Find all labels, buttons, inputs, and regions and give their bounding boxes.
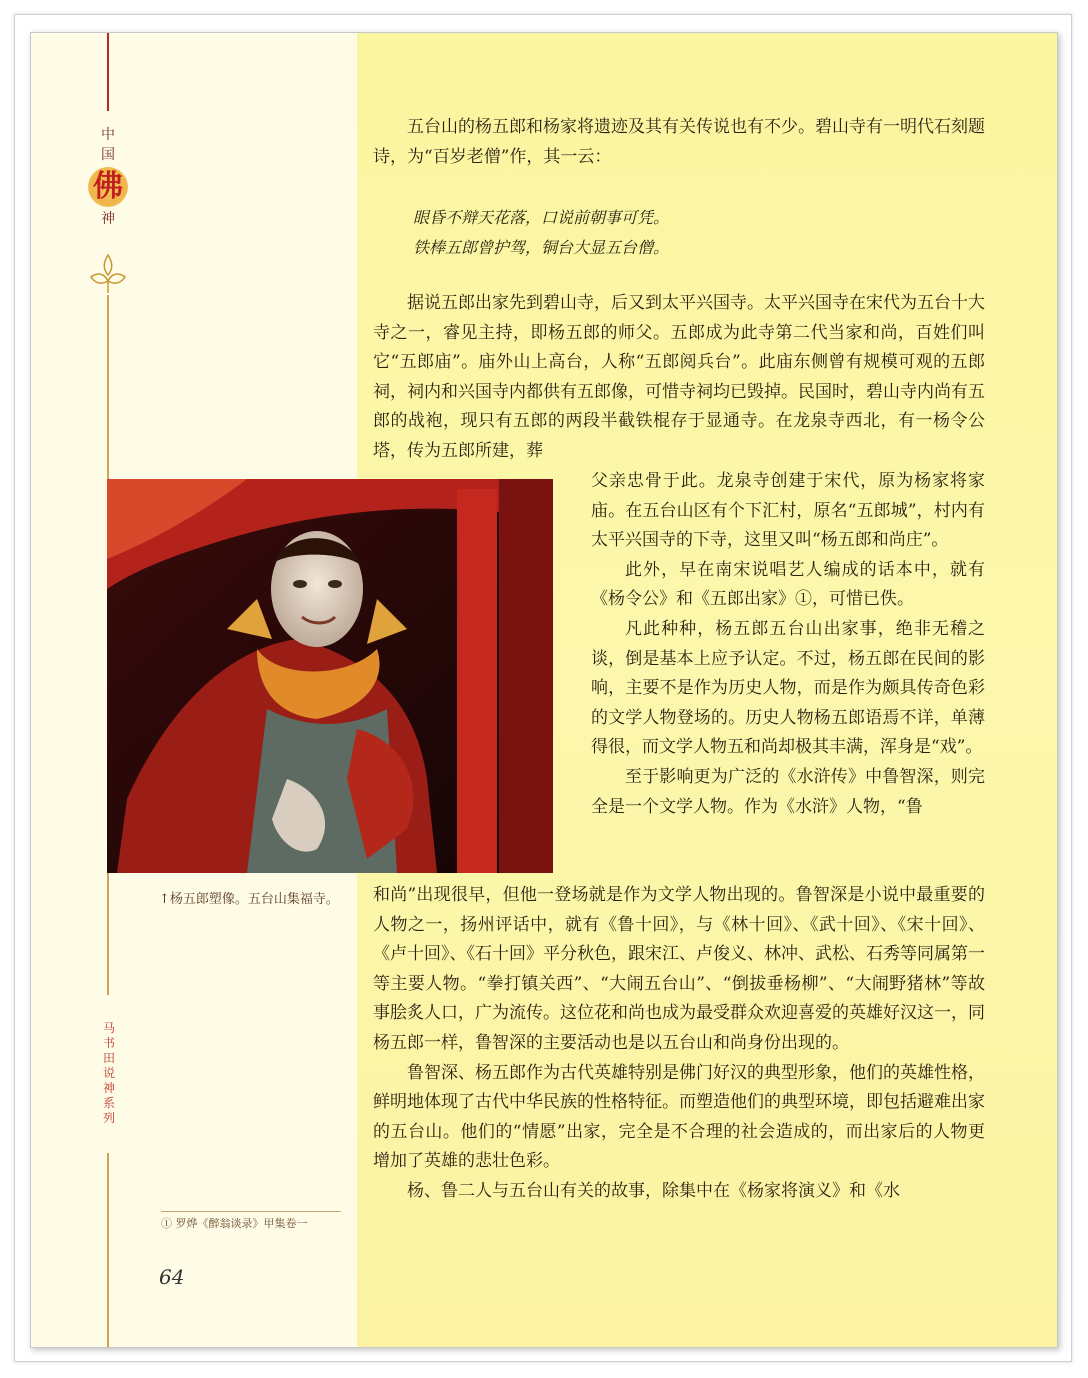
paragraph-5-wide-text: 和尚”出现很早，但他一登场就是作为文学人物出现的。鲁智深是小说中最重要的人物之一，扬州评话中，就有《鲁十回》，与《林十回》、《武十回》、《宋十回》、《卢十回》、《石十回》平分秋色，跟宋江、卢俊义、林冲、武松、石秀等同属第一等主要人物。“拳打镇关西”、“大闹五台山”、“倒拔垂杨柳”、“大闹野猪林”等故事脍炙人口，广为流传。这位花和尚也成为最受群众欢迎喜爱的英雄好汉这一，同杨五郎一样，鲁智深的主要活动也是以五台山和尚身份出现的。 — [373, 885, 985, 1053]
page-number: 64 — [159, 1265, 185, 1289]
series-mark — [93, 125, 123, 229]
paragraph-5-narrow-text: 至于影响更为广泛的《水浒传》中鲁智深，则完全是一个文学人物。作为《水浒》人物，“鲁 — [591, 766, 985, 817]
statue-illustration — [107, 479, 553, 873]
statue-photo — [107, 479, 553, 873]
poem-line-2: 铁棒五郎曾护驾，铜台大显五台僧。 — [413, 238, 670, 257]
narrow-column — [591, 467, 985, 822]
footnote-divider — [161, 1211, 341, 1212]
paragraph-4-text: 凡此种种，杨五郎五台山出家事，绝非无稽之谈，倒是基本上应予认定。不过，杨五郎在民间的影响，主要不是作为历史人物，而是作为颇具传奇色彩的文学人物登场的。历史人物杨五郎语焉不详，单薄得很，而文学人物五和尚却极其丰满，浑身是“戏”。 — [591, 618, 985, 758]
photo-caption: ↑杨五郎塑像。五台山集福寺。 — [159, 892, 339, 907]
paragraph-2-wide-text: 据说五郎出家先到碧山寺，后又到太平兴国寺。太平兴国寺在宋代为五台十大寺之一，睿见主持，即杨五郎的师父。五郎成为此寺第二代当家和尚，百姓们叫它“五郎庙”。庙外山上高台，人称“五郎阅兵台”。此庙东侧曾有规模可观的五郎祠，祠内和兴国寺内都供有五郎像，可惜寺祠均已毁掉。民国时，碧山寺内尚有五郎的战袍，现只有五郎的两段半截铁棍存于显通寺。在龙泉寺西北，有一杨令公塔，传为五郎所建，葬 — [373, 293, 985, 461]
series-char-fo: 佛 — [88, 167, 128, 207]
margin-rule-bottom — [107, 1153, 109, 1348]
paragraph-7-text: 杨、鲁二人与五台山有关的故事，除集中在《杨家将演义》和《水 — [407, 1180, 900, 1201]
book-page — [30, 32, 1058, 1348]
lotus-ornament-icon — [87, 253, 129, 295]
paragraph-3-text: 此外，早在南宋说唱艺人编成的话本中，就有《杨令公》和《五郎出家》①，可惜已佚。 — [591, 559, 985, 610]
paragraph-2-narrow-text: 父亲忠骨于此。龙泉寺创建于宋代，原为杨家将家庙。在五台山区有个下汇村，原名“五郎城”，村内有太平兴国寺的下寺，这里又叫“杨五郎和尚庄”。 — [591, 471, 985, 551]
paragraph-2-wide — [373, 289, 985, 467]
paragraph-1 — [373, 113, 985, 172]
top-red-rule — [107, 33, 109, 111]
footnote: ① 罗烨《醉翁谈录》甲集卷一 — [161, 1217, 308, 1230]
poem-line-1: 眼昏不辩天花落，口说前朝事可凭。 — [413, 208, 670, 227]
bottom-column — [373, 881, 985, 1207]
series-vertical-title: 马书田说神系列 — [102, 1021, 115, 1125]
poem-block — [413, 203, 973, 263]
series-char-shen: 神 — [101, 211, 115, 227]
series-char-zhong: 中 — [101, 127, 115, 143]
paragraph-6-text: 鲁智深、杨五郎作为古代英雄特别是佛门好汉的典型形象，他们的英雄性格，鲜明地体现了古代中华民族的性格特征。而塑造他们的典型环境，即包括避难出家的五台山。他们的“情愿”出家，完全是不合理的社会造成的，而出家后的人物更增加了英雄的悲壮色彩。 — [373, 1062, 985, 1172]
series-char-guo: 国 — [101, 147, 115, 163]
paragraph-1-text: 五台山的杨五郎和杨家将遗迹及其有关传说也有不少。碧山寺有一明代石刻题诗，为“百岁老僧”作，其一云： — [373, 117, 985, 167]
